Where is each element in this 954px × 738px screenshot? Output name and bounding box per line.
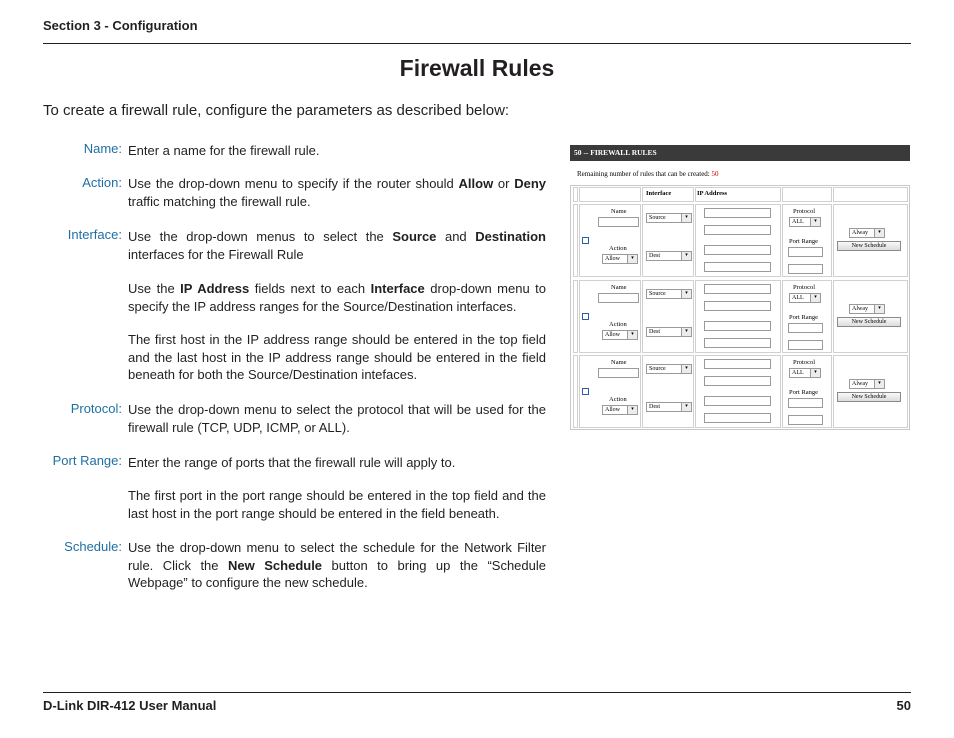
select-value: Source xyxy=(649,291,666,297)
protocol-select[interactable] xyxy=(789,217,821,227)
section-title: Section 3 - Configuration xyxy=(43,18,198,33)
parameter-label: Port Range: xyxy=(52,453,122,468)
schedule-select[interactable] xyxy=(849,304,885,314)
select-value: Dest xyxy=(649,329,660,335)
port-range-label: Port Range xyxy=(789,238,819,245)
page-title: Firewall Rules xyxy=(399,55,555,81)
dest-interface-select[interactable] xyxy=(646,327,692,337)
protocol-label: Protocol xyxy=(793,359,816,366)
screenshot-heading: 50 -- FIREWALL RULES xyxy=(570,145,910,161)
parameter-description xyxy=(128,175,546,210)
rule-enable-checkbox[interactable] xyxy=(582,313,589,320)
emphasis-term: Allow xyxy=(458,176,494,191)
dest-ip-start-input[interactable] xyxy=(704,245,771,255)
top-divider xyxy=(43,43,911,44)
description-text: or xyxy=(493,176,515,191)
select-value: ALL xyxy=(792,219,804,225)
source-ip-start-input[interactable] xyxy=(704,208,771,218)
protocol-label: Protocol xyxy=(793,284,816,291)
chevron-down-icon: ▾ xyxy=(874,229,884,237)
source-ip-end-input[interactable] xyxy=(704,376,771,386)
description-text: fields next to each xyxy=(249,281,371,296)
schedule-select[interactable] xyxy=(849,379,885,389)
dest-ip-end-input[interactable] xyxy=(704,413,771,423)
page-number: 50 xyxy=(896,698,911,713)
description-text: Enter the range of ports that the firewall rule will apply to. xyxy=(128,455,456,470)
chevron-down-icon: ▾ xyxy=(681,328,691,336)
parameter-description xyxy=(128,142,546,160)
port-end-input[interactable] xyxy=(788,264,823,274)
rule-cell xyxy=(573,355,578,428)
parameter-description xyxy=(128,228,546,263)
chevron-down-icon: ▾ xyxy=(874,380,884,388)
description-text: drop-down menu to specify the IP address ranges for the Source/Destination interfaces. xyxy=(128,281,547,314)
chevron-down-icon: ▾ xyxy=(874,305,884,313)
description-text: interfaces for the Firewall Rule xyxy=(128,246,304,262)
rule-cell xyxy=(573,204,578,277)
rule-name-input[interactable] xyxy=(598,217,639,227)
chevron-down-icon: ▾ xyxy=(681,403,691,411)
select-value: Alway xyxy=(852,306,868,312)
rule-enable-checkbox[interactable] xyxy=(582,388,589,395)
header-cell xyxy=(833,187,908,202)
intro-text: To create a firewall rule, configure the parameters as described below: xyxy=(43,102,510,119)
remaining-value: 50 xyxy=(711,170,719,178)
name-label: Name xyxy=(611,284,627,291)
protocol-label: Protocol xyxy=(793,208,816,215)
emphasis-term: New Schedule xyxy=(228,557,323,573)
parameter-description xyxy=(128,454,546,472)
dest-ip-start-input[interactable] xyxy=(704,321,771,331)
select-value: ALL xyxy=(792,295,804,301)
action-label: Action xyxy=(609,245,627,252)
action-label: Action xyxy=(609,396,627,403)
port-end-input[interactable] xyxy=(788,340,823,350)
parameter-description xyxy=(128,401,546,436)
description-text: The first host in the IP address range should be entered in the top field and the last host in the IP address range should be entered in the field beneath for both the Source/Destination intefaces. xyxy=(128,332,546,382)
column-ip-address: IP Address xyxy=(697,190,728,197)
description-text: Use the drop-down menu to select the protocol that will be used for the firewall rule (TCP, UDP, ICMP, or ALL). xyxy=(128,402,546,435)
source-interface-select[interactable] xyxy=(646,213,692,223)
chevron-down-icon: ▾ xyxy=(810,294,820,302)
select-value: Dest xyxy=(649,404,660,410)
description-text: and xyxy=(436,229,476,244)
bottom-divider xyxy=(43,692,911,693)
select-value: Alway xyxy=(852,230,868,236)
firewall-rules-screenshot xyxy=(570,145,910,430)
name-label: Name xyxy=(611,208,627,215)
emphasis-term: Interface xyxy=(370,281,425,296)
source-ip-end-input[interactable] xyxy=(704,225,771,235)
protocol-select[interactable] xyxy=(789,368,821,378)
source-ip-start-input[interactable] xyxy=(704,359,771,369)
description-text: Use the drop-down menu to select the schedule for the Network Filter rule. Click the xyxy=(128,540,546,573)
chevron-down-icon: ▾ xyxy=(681,290,691,298)
description-text: Use the drop-down menu to specify if the router should xyxy=(128,176,459,191)
parameter-label: Name: xyxy=(83,141,122,156)
dest-interface-select[interactable] xyxy=(646,402,692,412)
chevron-down-icon: ▾ xyxy=(627,255,637,263)
rule-cell xyxy=(573,280,578,353)
select-value: Allow xyxy=(605,332,620,338)
protocol-select[interactable] xyxy=(789,293,821,303)
port-start-input[interactable] xyxy=(788,323,823,333)
header-cell xyxy=(579,187,641,202)
select-value: Allow xyxy=(605,407,620,413)
port-start-input[interactable] xyxy=(788,398,823,408)
chevron-down-icon: ▾ xyxy=(810,218,820,226)
rules-table xyxy=(570,185,910,430)
chevron-down-icon: ▾ xyxy=(681,214,691,222)
description-text: button to bring up the “Schedule Webpage” to configure the new schedule. xyxy=(128,557,546,590)
description-text: Enter a name for the firewall rule. xyxy=(128,143,320,158)
select-value: Allow xyxy=(605,256,620,262)
select-value: Source xyxy=(649,366,666,372)
rule-name-input[interactable] xyxy=(598,293,639,303)
column-interface: Interface xyxy=(646,190,672,197)
select-value: Dest xyxy=(649,253,660,259)
description-text: The first port in the port range should be entered in the top field and the last host in the port range should be entered in the field beneath. xyxy=(128,488,546,521)
emphasis-term: Deny xyxy=(514,176,546,191)
emphasis-term: Destination xyxy=(475,229,547,244)
emphasis-term: IP Address xyxy=(180,281,250,296)
rule-enable-checkbox[interactable] xyxy=(582,237,589,244)
dest-ip-end-input[interactable] xyxy=(704,262,771,272)
manual-title: D-Link DIR-412 User Manual xyxy=(43,698,217,713)
remaining-label: Remaining number of rules that can be created: xyxy=(577,170,710,178)
dest-ip-end-input[interactable] xyxy=(704,338,771,348)
chevron-down-icon: ▾ xyxy=(627,331,637,339)
port-range-label: Port Range xyxy=(789,314,819,321)
name-label: Name xyxy=(611,359,627,366)
select-value: ALL xyxy=(792,370,804,376)
parameter-label: Interface: xyxy=(67,227,122,242)
parameter-description xyxy=(128,539,546,592)
chevron-down-icon: ▾ xyxy=(681,365,691,373)
port-start-input[interactable] xyxy=(788,247,823,257)
dest-ip-start-input[interactable] xyxy=(704,396,771,406)
chevron-down-icon: ▾ xyxy=(627,406,637,414)
description-text: Use the xyxy=(128,281,181,296)
new-schedule-button[interactable]: New Schedule xyxy=(837,317,901,327)
action-select[interactable] xyxy=(602,254,638,264)
source-ip-start-input[interactable] xyxy=(704,284,771,294)
source-interface-select[interactable] xyxy=(646,364,692,374)
chevron-down-icon: ▾ xyxy=(681,252,691,260)
description-text: traffic matching the firewall rule. xyxy=(128,193,311,209)
new-schedule-button[interactable]: New Schedule xyxy=(837,241,901,251)
emphasis-term: Source xyxy=(392,229,437,244)
header-cell xyxy=(573,187,578,202)
port-end-input[interactable] xyxy=(788,415,823,425)
action-select[interactable] xyxy=(602,405,638,415)
schedule-select[interactable] xyxy=(849,228,885,238)
parameter-label: Protocol: xyxy=(70,401,122,416)
parameter-description xyxy=(128,487,546,522)
new-schedule-button[interactable]: New Schedule xyxy=(837,392,901,402)
remaining-rules xyxy=(577,170,719,178)
select-value: Source xyxy=(649,215,666,221)
dest-interface-select[interactable] xyxy=(646,251,692,261)
header-cell xyxy=(782,187,832,202)
source-ip-end-input[interactable] xyxy=(704,301,771,311)
select-value: Alway xyxy=(852,381,868,387)
parameter-description xyxy=(128,280,546,315)
parameter-label: Schedule: xyxy=(64,539,122,554)
action-label: Action xyxy=(609,321,627,328)
description-text: Use the drop-down menus to select the xyxy=(128,229,393,244)
source-interface-select[interactable] xyxy=(646,289,692,299)
parameter-label: Action: xyxy=(82,175,122,190)
port-range-label: Port Range xyxy=(789,389,819,396)
action-select[interactable] xyxy=(602,330,638,340)
rule-name-input[interactable] xyxy=(598,368,639,378)
parameter-description xyxy=(128,331,546,384)
chevron-down-icon: ▾ xyxy=(810,369,820,377)
